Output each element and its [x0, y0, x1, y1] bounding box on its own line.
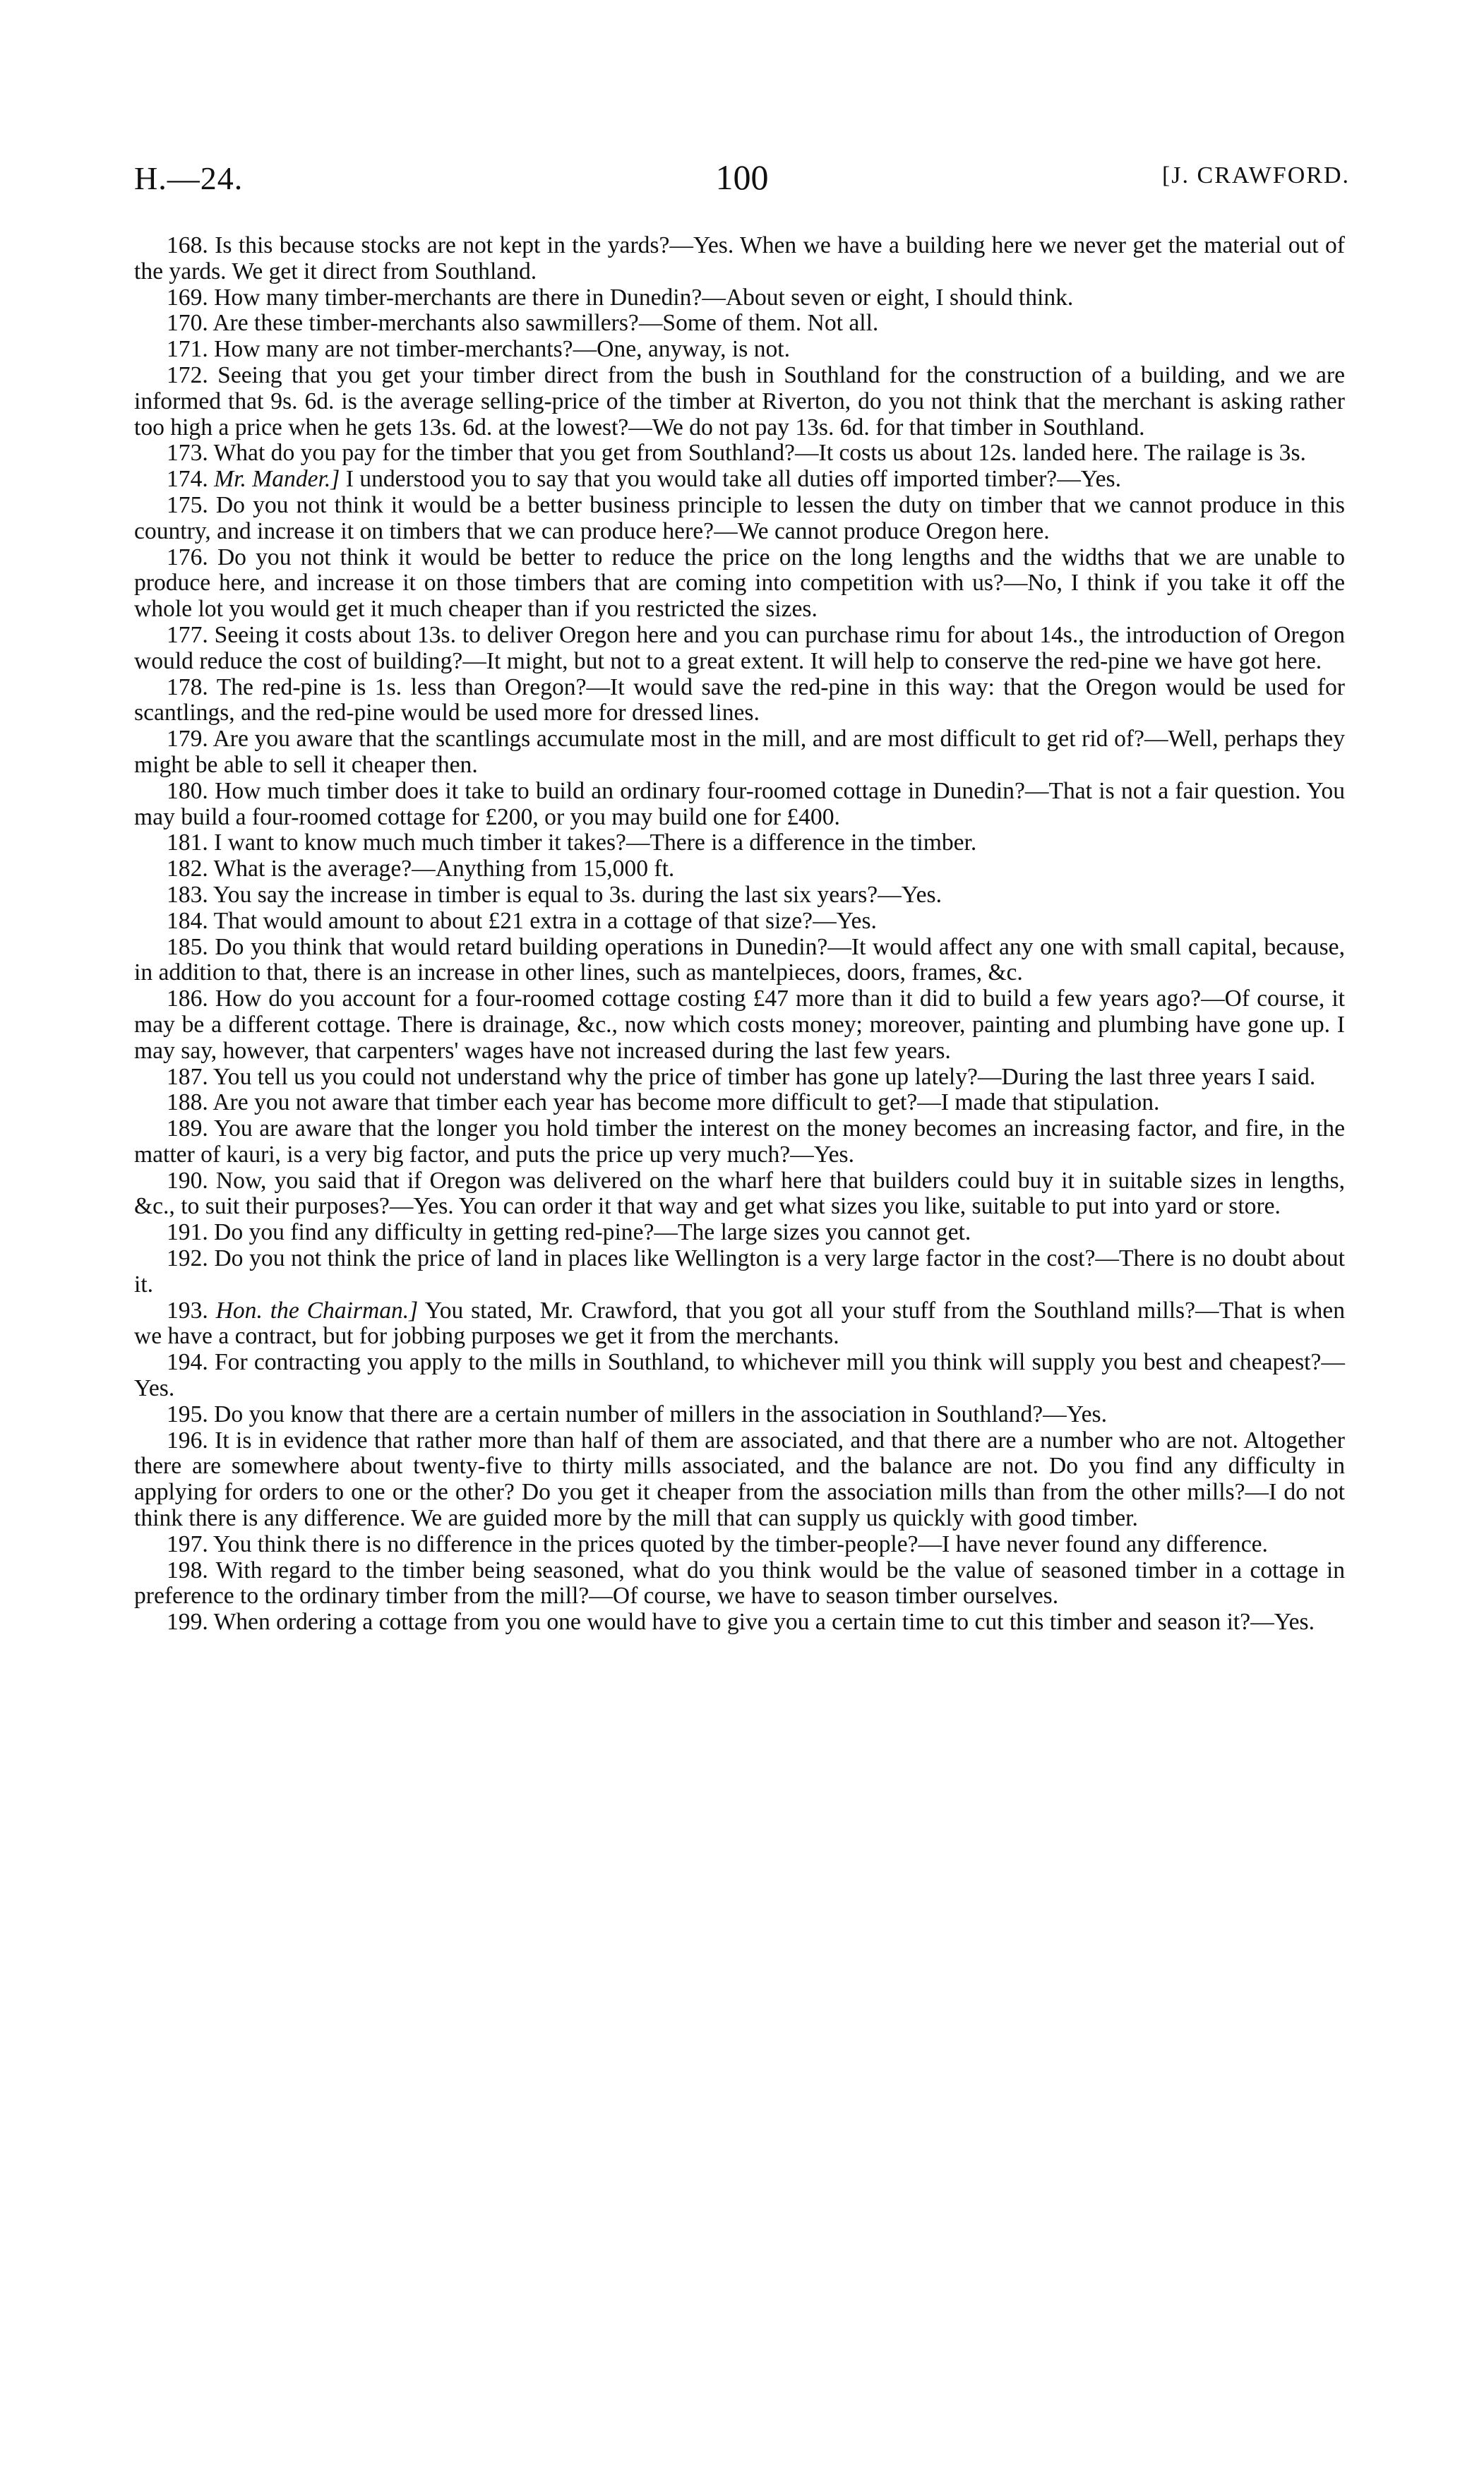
- question-paragraph: [134, 441, 1345, 467]
- question-number: 176.: [167, 544, 208, 570]
- question-text: Do you think that would retard building operations in Dunedin?—It would affect any one with small capital, because, in addition to that, there is an increase in other lines, such as mantelpieces, doors, frames, &c.: [134, 933, 1345, 986]
- question-number: 195.: [167, 1401, 208, 1427]
- question-text: How many are not timber-merchants?—One, anyway, is not.: [214, 336, 791, 363]
- question-text: How many timber-merchants are there in Dunedin?—About seven or eight, I should think.: [214, 284, 1074, 311]
- question-paragraph: [134, 1065, 1345, 1091]
- page-number: 100: [715, 157, 769, 197]
- question-text: When ordering a cottage from you one would have to give you a certain time to cut this timber and season it?—Yes.: [213, 1609, 1315, 1636]
- question-text: You think there is no difference in the prices quoted by the timber-people?—I have never found any difference.: [213, 1530, 1268, 1557]
- question-number: 168.: [167, 232, 208, 258]
- question-number: 188.: [167, 1089, 208, 1116]
- question-text: Do you not think it would be a better business principle to lessen the duty on timber that we cannot produce in this country, and increase it on timbers that we can produce here?—We cannot produce Oregon here.: [134, 491, 1345, 544]
- question-number: 178.: [167, 673, 208, 700]
- question-paragraph: [134, 830, 1345, 856]
- question-paragraph: [134, 909, 1345, 935]
- question-paragraph: [134, 1246, 1345, 1298]
- question-text: How much timber does it take to build an ordinary four-roomed cottage in Dunedin?—That is not a fair question. You may build a four-roomed cottage for £200, or you may build one for £400.: [134, 777, 1345, 830]
- question-number: 169.: [167, 284, 208, 311]
- question-text: That would amount to about £21 extra in a cottage of that size?—Yes.: [213, 907, 877, 934]
- question-text: Do you find any difficulty in getting red-pine?—The large sizes you cannot get.: [214, 1219, 971, 1246]
- speaker-label: Mr. Mander.]: [214, 466, 340, 493]
- question-text: I understood you to say that you would take all duties off imported timber?—Yes.: [345, 466, 1122, 493]
- question-paragraph: [134, 1220, 1345, 1246]
- question-paragraph: [134, 623, 1345, 675]
- question-paragraph: [134, 856, 1345, 882]
- question-number: 189.: [167, 1115, 208, 1142]
- question-text: Now, you said that if Oregon was delivered on the wharf here that builders could buy it in suitable sizes in lengths, &c., to suit their purposes?—Yes. You can order it that way and get what sizes you like, suitable to put into yard or store.: [134, 1167, 1345, 1220]
- question-text: Do you not think the price of land in places like Wellington is a very large factor in the cost?—There is no doubt about it.: [134, 1245, 1345, 1298]
- question-paragraph: [134, 467, 1345, 493]
- question-text: Do you not think it would be better to reduce the price on the long lengths and the widths that we are unable to produce here, and increase it on those timbers that are coming into competition with us?—No, I think if you take it off the whole lot you would get it much cheaper than if you restricted the sizes.: [134, 544, 1345, 623]
- question-text: Are these timber-merchants also sawmillers?—Some of them. Not all.: [213, 310, 879, 337]
- question-text: I want to know much much timber it takes?—There is a difference in the timber.: [214, 829, 977, 856]
- question-number: 181.: [167, 829, 208, 856]
- question-text: You stated, Mr. Crawford, that you got all your stuff from the Southland mills?—That is when we have a contract, but for jobbing purposes we get it from the merchants.: [134, 1297, 1345, 1350]
- question-paragraph: [134, 779, 1345, 831]
- question-text: Seeing it costs about 13s. to deliver Oregon here and you can purchase rimu for about 14s., the introduction of Oregon would reduce the cost of building?—It might, but not to a great extent. It will help to conserve the red-pine we have got here.: [134, 621, 1345, 674]
- question-paragraph: [134, 675, 1345, 727]
- question-text: Is this because stocks are not kept in the yards?—Yes. When we have a building here we never get the material out of the yards. We get it direct from Southland.: [134, 232, 1345, 284]
- question-number: 179.: [167, 726, 208, 753]
- question-paragraph: [134, 986, 1345, 1064]
- question-text: Do you know that there are a certain number of millers in the association in Southland?—Yes.: [214, 1401, 1107, 1427]
- question-number: 173.: [167, 440, 208, 467]
- question-paragraph: [134, 545, 1345, 623]
- question-paragraph: [134, 1532, 1345, 1558]
- question-text: What do you pay for the timber that you get from Southland?—It costs us about 12s. landed here. The railage is 3s.: [213, 440, 1306, 467]
- question-number: 175.: [167, 491, 208, 518]
- question-text: You are aware that the longer you hold timber the interest on the money becomes an increasing factor, and fire, in the matter of kauri, is a very big factor, and puts the price up very much?—Yes.: [134, 1115, 1345, 1168]
- question-text: You say the increase in timber is equal to 3s. during the last six years?—Yes.: [213, 881, 943, 908]
- question-text: You tell us you could not understand why the price of timber has gone up lately?—During the last three years I said.: [213, 1063, 1316, 1090]
- question-paragraph: [134, 337, 1345, 363]
- question-text: What is the average?—Anything from 15,000 ft.: [213, 856, 675, 882]
- question-number: 182.: [167, 856, 208, 882]
- question-paragraph: [134, 1116, 1345, 1168]
- question-paragraph: [134, 1350, 1345, 1402]
- question-paragraph: [134, 1610, 1345, 1636]
- question-paragraph: [134, 1168, 1345, 1221]
- question-number: 187.: [167, 1063, 208, 1090]
- question-paragraph: [134, 1428, 1345, 1532]
- question-number: 190.: [167, 1167, 208, 1194]
- question-number: 172.: [167, 361, 208, 388]
- question-paragraph: [134, 493, 1345, 545]
- question-text: How do you account for a four-roomed cottage costing £47 more than it did to build a few years ago?—Of course, it may be a different cottage. There is drainage, &c., now which costs money; moreover, painting and plumbing have gone up. I may say, however, that carpenters' wages have not increased during the last few years.: [134, 986, 1345, 1064]
- question-paragraph: [134, 935, 1345, 987]
- question-number: 196.: [167, 1427, 208, 1454]
- question-text: Are you not aware that timber each year has become more difficult to get?—I made that stipulation.: [213, 1089, 1160, 1116]
- question-paragraph: [134, 1298, 1345, 1350]
- question-number: 180.: [167, 777, 208, 804]
- question-number: 193.: [167, 1297, 208, 1324]
- question-number: 198.: [167, 1557, 208, 1583]
- question-paragraph: [134, 311, 1345, 337]
- question-text: Seeing that you get your timber direct from the bush in Southland for the construction of a building, and we are informed that 9s. 6d. is the average selling-price of the timber at Riverton, do you not think that the merchant is asking rather too high a price when he gets 13s. 6d. at the lowest?—We do not pay 13s. 6d. for that timber in Southland.: [134, 361, 1345, 441]
- question-text: With regard to the timber being seasoned, what do you think would be the value of seasoned timber in a cottage in preference to the ordinary timber from the mill?—Of course, we have to season timber ourselves.: [134, 1557, 1345, 1610]
- question-paragraph: [134, 285, 1345, 311]
- question-number: 177.: [167, 621, 208, 648]
- question-paragraph: [134, 882, 1345, 909]
- question-paragraph: [134, 1558, 1345, 1610]
- report-code: H.—24.: [134, 160, 244, 196]
- question-paragraph: [134, 726, 1345, 779]
- witness-name: [J. CRAWFORD.: [1161, 162, 1350, 188]
- question-paragraph: [134, 1090, 1345, 1116]
- question-number: 185.: [167, 933, 208, 960]
- question-paragraph: [134, 363, 1345, 441]
- question-number: 174.: [167, 466, 208, 493]
- question-number: 194.: [167, 1349, 208, 1376]
- testimony-body: [134, 233, 1345, 1636]
- question-text: Are you aware that the scantlings accumulate most in the mill, and are most difficult to get rid of?—Well, perhaps they might be able to sell it cheaper then.: [134, 726, 1346, 778]
- question-number: 170.: [167, 310, 208, 337]
- question-text: The red-pine is 1s. less than Oregon?—It would save the red-pine in this way: that the Oregon would be used for scantlings, and the red-pine would be used more for dressed lines.: [134, 673, 1345, 726]
- question-number: 192.: [167, 1245, 208, 1272]
- question-text: For contracting you apply to the mills in Southland, to whichever mill you think will supply you best and cheapest?—Yes.: [134, 1349, 1345, 1402]
- question-paragraph: [134, 233, 1345, 285]
- question-number: 197.: [167, 1530, 208, 1557]
- question-text: It is in evidence that rather more than half of them are associated, and that there are a number who are not. Altogether there are somewhere about twenty-five to thirty mills associated, and the balance are not. Do you find any difficulty in applying for orders to one or the other? Do you get it cheaper from the association mills than from the other mills?—I do not think there is any difference. We are guided more by the mill that can supply us quickly with good timber.: [134, 1427, 1345, 1532]
- question-number: 191.: [167, 1219, 208, 1246]
- question-number: 186.: [167, 986, 208, 1012]
- question-paragraph: [134, 1402, 1345, 1428]
- speaker-label: Hon. the Chairman.]: [215, 1297, 419, 1324]
- question-number: 183.: [167, 881, 208, 908]
- question-number: 199.: [167, 1609, 208, 1636]
- question-number: 184.: [167, 907, 208, 934]
- question-number: 171.: [167, 336, 208, 363]
